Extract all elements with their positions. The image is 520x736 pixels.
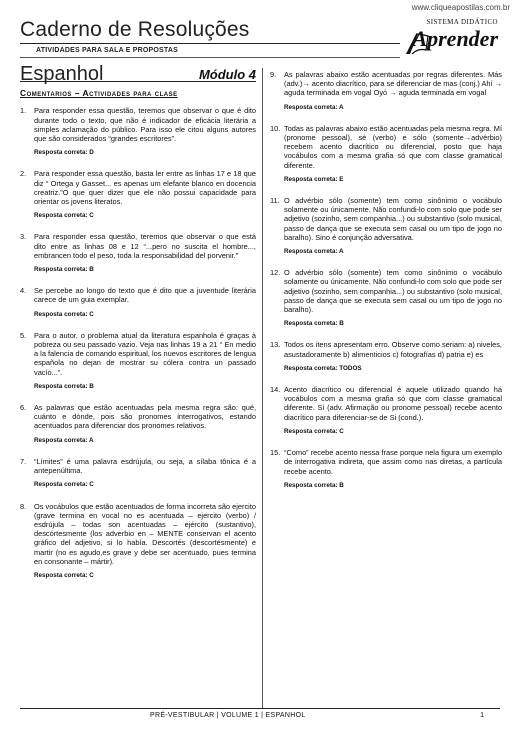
question-number: 2. [20,169,27,179]
question-number: 11. [270,196,280,206]
question-number: 7. [20,456,27,466]
question-item [270,340,502,358]
question-text: Para responder essa questão, teremos que observar o que está dito entre as linhas 08 e 12 “...pero no suscita el hombre..., embrancen todo el peso, toda la responsabilidad del porvenir.” [34,232,256,260]
question-number: 15. [270,448,281,458]
logo-tagline: SISTEMA DIDÁTICO [426,18,498,26]
answer-label: Resposta correta: B [284,320,344,328]
question-number: 5. [20,330,27,340]
question-number: 12. [270,268,281,278]
question-text: As palavras abaixo estão acentuadas por regras diferentes. Más (adv.)→ acento diacrítico, para se diferenciar de mas (conj.) Ahí → aguda terminada em vogal Oyó → aguda terminada em vogal [284,70,502,98]
page-footer [20,708,500,719]
answer-label: Resposta correta: A [34,436,94,444]
question-item [270,268,502,314]
answer-label: Resposta correta: A [284,103,344,111]
question-item [20,106,256,143]
question-text: “Límites” é uma palavra esdrújula, ou seja, a sílaba tônica é a antepenúltima. [34,456,256,476]
answer-label: Resposta correta: B [34,266,94,274]
question-text: Todos os itens apresentam erro. Observe como seriam: a) niveles, asustadoramente b) alimenticios c) fotografías d) patria e) es [284,340,502,359]
module-label: Módulo 4 [198,67,256,82]
question-item [20,286,256,304]
page-title: Caderno de Resoluções [20,18,250,41]
question-text: Para responder essa questão, teremos que observar o que é dito durante todo o texto, que não é indicador de eficácia literária a simples aclamação do público. Para isso ele citou alguns autores que são considerados “grandes escritores”. [34,106,256,144]
answer-label: Resposta correta: TODOS [284,364,362,372]
left-question-list [20,106,256,580]
question-text: Todas as palavras abaixo estão acentuadas pela mesma regra. Mí (pronome pessoal), sé (verbo) e sólo (somente→advérbio) recebem acento diacrítico ou diferencial, posto que haja vocábulos com a mesma grafia só que com classe gramatical diferente. [284,123,502,170]
brand-logo [398,18,498,62]
right-column [270,70,502,502]
question-text: O advérbio sólo (somente) tem como sinônimo o vocábulo solamente ou únicamente. Não confundi-lo com solo que pode ser adjetivo (sozinho, sem companhia...) ou substantivo (solo musical, passo de dança que se executa sem casal ou um tipo de jogo no baralho). Sino é conjunção adversativa. [284,196,502,242]
left-column [20,63,256,592]
header-rule-bottom [20,57,400,58]
question-number: 1. [20,106,27,116]
answer-label: Resposta correta: B [34,382,94,390]
question-item [270,385,502,422]
question-item [20,331,256,377]
question-text: Acento diacrítico ou diferencial é aquele utilizado quando há vocábulos com a mesma grafia só que com classe gramatical diferente. Sí (adv. Afirmação ou pronome pessoal) recebe acento diacrítico para diferenciar-se de Si (cond.). [284,385,502,422]
question-item [270,124,502,170]
page-subtitle: ATIVIDADES PARA SALA E PROPOSTAS [36,47,179,54]
logo-wordmark: Aprender [412,26,498,51]
question-number: 10. [270,123,281,133]
page-number: 1 [480,712,484,719]
answer-label: Resposta correta: C [34,310,94,318]
right-question-list [270,70,502,490]
question-number: 3. [20,232,27,242]
question-item [270,70,502,98]
site-url: www.cliqueapostilas.com.br [411,3,510,12]
question-text: Para responder essa questão, basta ler entre as linhas 17 e 18 que diz “ Ortega y Gasset... es apenas um elefante blanco en docencia creatriz.”O que quer dizer que ele não possui capacidade para orientar os jovens literatos. [34,169,256,207]
question-text: As palavras que estão acentuadas pela mesma regra são: qué, cuánto e dónde, pois são pronomes interrogativos, estando acentuados para diferenciar dos pronomes relativos. [34,403,256,431]
subject-title: Espanhol [20,63,104,85]
question-number: 4. [20,286,27,296]
question-item [20,457,256,475]
answer-label: Resposta correta: E [284,175,344,183]
question-item [270,196,502,242]
column-divider [262,68,263,708]
question-text: Os vocábulos que estão acentuados de forma incorreta são ejercito (grave termina en vocal no es acentuada – ejercito (verbo) / esdrújula – todas son acentuadas – ejército (sustantivo), descórtesmente (los adverbio en – MENTE conservan el acento gráfico del adjetivo, si lo había. Descortés (descortésmente) e martir (no es agudo,es grave y debe ser acentuado, pues termina en consonante – mártir). [34,501,256,566]
question-item [20,502,256,566]
answer-label: Resposta correta: C [284,427,344,435]
subject-row [20,63,256,85]
question-number: 9. [270,70,277,79]
footer-text: PRÉ-VESTIBULAR | VOLUME 1 | ESPANHOL [150,712,306,719]
question-number: 6. [20,403,27,413]
answer-label: Resposta correta: A [284,248,344,256]
answer-label: Resposta correta: C [34,571,94,579]
answer-label: Resposta correta: D [34,149,94,157]
answer-label: Resposta correta: C [34,481,94,489]
question-item [20,232,256,260]
section-heading: Comentarios – Actividades para clase [20,88,178,99]
question-text: Para o autor, o problema atual da literatura espanhola é graças à pobreza ou seu passado vazio. Veja nas linhas 19 a 21 “ En medio a la falencia de comando espiritual, los nuevos escritores de lengua española no dejan de mostrar su cólera contra un passado vacío...”. [34,330,256,377]
answer-label: Resposta correta: C [34,212,94,220]
question-text: Se percebe ao longo do texto que é dito que a juventude literária carece de um guia exemplar. [34,286,256,305]
question-number: 13. [270,340,281,350]
question-text: “Como” recebe acento nessa frase porque nela figura um exemplo de interrogativa indireta, que assim como nas diretas, a partícula recebe acento. [284,448,502,476]
question-number: 8. [20,501,27,511]
question-item [20,403,256,431]
question-item [270,448,502,476]
question-number: 14. [270,385,281,395]
question-text: O advérbio sólo (somente) tem como sinônimo o vocábulo solamente ou únicamente. Não confundi-lo com solo que pode ser adjetivo (sozinho, sem companhia...) ou substantivo (solo musical, passo de dança que se executa sem casal ou um tipo de jogo no baralho). [284,268,502,315]
question-item [20,169,256,206]
answer-label: Resposta correta: B [284,481,344,489]
header-rule [20,43,400,44]
